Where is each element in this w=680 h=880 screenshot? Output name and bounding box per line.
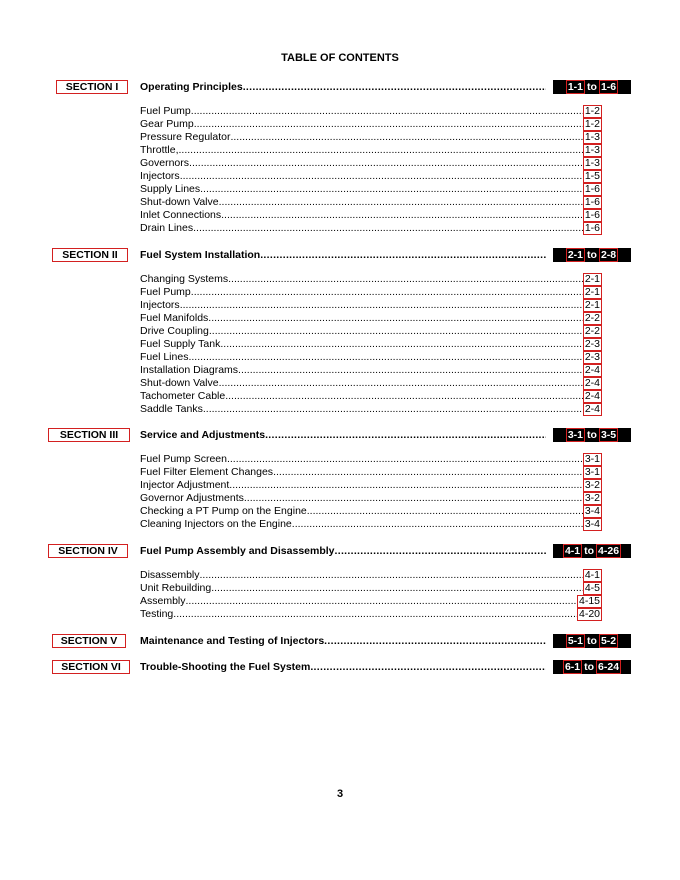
entry-page-link[interactable]: 3-1 (584, 453, 600, 465)
entry-label: Governor Adjustments (140, 492, 244, 504)
leader-dots (219, 196, 583, 209)
entry-page-link[interactable]: 2-4 (584, 403, 600, 415)
entry-label: Fuel Manifolds (140, 312, 209, 324)
entry-label: Fuel Filter Element Changes (140, 466, 274, 478)
leader-dots (310, 661, 546, 673)
toc-entry[interactable] (140, 131, 602, 144)
entry-page-link[interactable]: 1-2 (584, 118, 600, 130)
entry-label: Fuel Pump Screen (140, 453, 227, 465)
section-label[interactable]: SECTION II (52, 248, 128, 262)
section-label[interactable]: SECTION III (48, 428, 130, 442)
entry-page-link[interactable]: 2-3 (584, 351, 600, 363)
leader-dots (180, 170, 583, 183)
leader-dots (219, 377, 583, 390)
toc-entry[interactable] (140, 338, 602, 351)
section-page-range (553, 544, 631, 558)
leader-dots (179, 144, 583, 157)
entry-label: Supply Lines (140, 183, 201, 195)
entry-page-link[interactable]: 1-6 (584, 196, 600, 208)
section-title-text: Fuel System Installation (140, 249, 261, 261)
entry-page-link[interactable]: 2-2 (584, 312, 600, 324)
leader-dots (265, 429, 546, 441)
entry-label: Gear Pump (140, 118, 194, 130)
toc-entry[interactable] (140, 453, 602, 466)
leader-dots (273, 466, 583, 479)
toc-entry[interactable] (140, 312, 602, 325)
leader-dots (225, 390, 583, 403)
toc-entry[interactable] (140, 377, 602, 390)
toc-entry[interactable] (140, 403, 602, 416)
toc-entry[interactable] (140, 595, 602, 608)
toc-entry[interactable] (140, 118, 602, 131)
toc-entry[interactable] (140, 492, 602, 505)
section-title-text: Fuel Pump Assembly and Disassembly (140, 545, 335, 557)
entry-label: Shut-down Valve (140, 196, 219, 208)
entry-page-link[interactable]: 3-1 (584, 466, 600, 478)
start-page-link[interactable]: 6-1 (564, 661, 581, 673)
section-title[interactable] (140, 249, 546, 261)
entry-label: Drain Lines (140, 222, 194, 234)
section-label[interactable]: SECTION I (56, 80, 128, 94)
section-label[interactable]: SECTION IV (48, 544, 128, 558)
start-page-link[interactable]: 3-1 (567, 429, 584, 441)
entry-label: Changing Systems (140, 273, 229, 285)
section-title-text: Maintenance and Testing of Injectors (140, 635, 325, 647)
entry-page-link[interactable]: 4-1 (584, 569, 600, 581)
leader-dots (189, 157, 583, 170)
leader-dots (335, 545, 546, 557)
to-word: to (584, 661, 595, 673)
section-label[interactable]: SECTION V (52, 634, 126, 648)
toc-entry[interactable] (140, 608, 602, 621)
leader-dots (307, 505, 583, 518)
section-title[interactable] (140, 429, 546, 441)
toc-entry[interactable] (140, 196, 602, 209)
toc-entry[interactable] (140, 364, 602, 377)
entry-label: Injectors (140, 170, 180, 182)
end-page-link[interactable]: 6-24 (598, 661, 620, 673)
start-page-link[interactable]: 2-1 (567, 249, 584, 261)
section-title[interactable] (140, 661, 546, 673)
section-5-header (0, 634, 680, 650)
start-page-link[interactable]: 4-1 (564, 545, 581, 557)
section-page-range (553, 634, 631, 648)
toc-entry[interactable] (140, 505, 602, 518)
leader-dots (200, 183, 583, 196)
toc-entry[interactable] (140, 157, 602, 170)
entry-page-link[interactable]: 1-2 (584, 105, 600, 117)
entry-page-link[interactable]: 4-15 (578, 595, 600, 607)
toc-entry[interactable] (140, 286, 602, 299)
end-page-link[interactable]: 1-6 (600, 81, 617, 93)
entry-page-link[interactable]: 2-2 (584, 325, 600, 337)
page-title: TABLE OF CONTENTS (281, 52, 399, 64)
entry-page-link[interactable]: 1-3 (584, 131, 600, 143)
leader-dots (292, 518, 583, 531)
section-6-header (0, 660, 680, 676)
leader-dots (194, 118, 583, 131)
entry-page-link[interactable]: 3-4 (584, 505, 600, 517)
entry-page-link[interactable]: 3-2 (584, 479, 600, 491)
toc-entry[interactable] (140, 569, 602, 582)
section-page-range (553, 428, 631, 442)
section-label[interactable]: SECTION VI (52, 660, 130, 674)
entry-page-link[interactable]: 1-6 (584, 209, 600, 221)
section-title[interactable] (140, 635, 546, 647)
entry-label: Testing (140, 608, 174, 620)
to-word: to (587, 249, 597, 261)
leader-dots (188, 351, 582, 364)
entry-page-link[interactable]: 2-4 (584, 364, 600, 376)
toc-entry[interactable] (140, 105, 602, 118)
toc-entry[interactable] (140, 299, 602, 312)
leader-dots (173, 608, 577, 621)
entry-label: Inlet Connections (140, 209, 222, 221)
leader-dots (243, 81, 546, 93)
to-word: to (584, 545, 595, 557)
section-4-header (0, 544, 680, 560)
entry-page-link[interactable]: 1-5 (584, 170, 600, 182)
entry-label: Saddle Tanks (140, 403, 203, 415)
leader-dots (221, 209, 583, 222)
entry-label: Throttle, (140, 144, 179, 156)
entry-label: Fuel Pump (140, 286, 191, 298)
entry-label: Tachometer Cable (140, 390, 226, 402)
toc-entry[interactable] (140, 273, 602, 286)
leader-dots (227, 453, 583, 466)
entry-label: Checking a PT Pump on the Engine (140, 505, 307, 517)
entry-label: Assembly (140, 595, 186, 607)
entry-page-link[interactable]: 1-6 (584, 183, 600, 195)
section-1-header (0, 80, 680, 96)
start-page-link[interactable]: 5-1 (567, 635, 584, 647)
start-page-link[interactable]: 1-1 (567, 81, 584, 93)
to-word: to (587, 635, 597, 647)
entry-page-link[interactable]: 4-20 (578, 608, 600, 620)
toc-entry[interactable] (140, 222, 602, 235)
entry-page-link[interactable]: 2-1 (584, 286, 600, 298)
section-title-text: Operating Principles (140, 81, 243, 93)
leader-dots (244, 492, 583, 505)
leader-dots (209, 325, 583, 338)
entry-page-link[interactable]: 4-5 (584, 582, 600, 594)
leader-dots (203, 403, 583, 416)
page-number: 3 (336, 788, 344, 800)
toc-entry[interactable] (140, 144, 602, 157)
leader-dots (208, 312, 583, 325)
toc-entry[interactable] (140, 390, 602, 403)
leader-dots (228, 273, 583, 286)
toc-entry[interactable] (140, 325, 602, 338)
entry-label: Injector Adjustment. (140, 479, 233, 491)
end-page-link[interactable]: 3-5 (600, 429, 617, 441)
entry-page-link[interactable]: 2-1 (584, 299, 600, 311)
leader-dots (191, 105, 583, 118)
end-page-link[interactable]: 4-26 (598, 545, 620, 557)
leader-dots (260, 249, 546, 261)
toc-entry[interactable] (140, 170, 602, 183)
entry-label: Cleaning Injectors on the Engine (140, 518, 292, 530)
entry-label: Fuel Supply Tank (140, 338, 221, 350)
entry-label: Governors (140, 157, 190, 169)
entry-label: Fuel Lines (140, 351, 189, 363)
entry-label: Disassembly (140, 569, 200, 581)
section-2-header (0, 248, 680, 264)
leader-dots (191, 286, 583, 299)
entry-page-link[interactable]: 1-3 (584, 144, 600, 156)
entry-label: Drive Coupling (140, 325, 209, 337)
section-title[interactable] (140, 81, 546, 93)
entry-label: Unit Rebuilding (140, 582, 212, 594)
entry-page-link[interactable]: 3-4 (584, 518, 600, 530)
section-title[interactable] (140, 545, 546, 557)
entry-label: Fuel Pump (140, 105, 191, 117)
toc-entry[interactable] (140, 518, 602, 531)
leader-dots (200, 569, 583, 582)
end-page-link[interactable]: 5-2 (600, 635, 617, 647)
leader-dots (211, 582, 583, 595)
leader-dots (193, 222, 583, 235)
leader-dots (220, 338, 582, 351)
entry-label: Injectors (140, 299, 180, 311)
end-page-link[interactable]: 2-8 (600, 249, 617, 261)
section-page-range (553, 660, 631, 674)
entry-page-link[interactable]: 2-4 (584, 377, 600, 389)
leader-dots (230, 131, 582, 144)
leader-dots (180, 299, 583, 312)
section-3-header (0, 428, 680, 444)
section-page-range (553, 248, 631, 262)
entry-label: Pressure Regulator (140, 131, 231, 143)
entry-page-link[interactable]: 2-3 (584, 338, 600, 350)
leader-dots (238, 364, 583, 377)
toc-entry[interactable] (140, 582, 602, 595)
entry-page-link[interactable]: 1-6 (584, 222, 600, 234)
toc-entry[interactable] (140, 351, 602, 364)
entry-label: Shut-down Valve (140, 377, 219, 389)
toc-entry[interactable] (140, 466, 602, 479)
to-word: to (587, 429, 597, 441)
entry-page-link[interactable]: 2-4 (584, 390, 600, 402)
section-title-text: Trouble-Shooting the Fuel System (140, 661, 311, 673)
toc-entry[interactable] (140, 183, 602, 196)
leader-dots (186, 595, 577, 608)
entry-page-link[interactable]: 3-2 (584, 492, 600, 504)
entry-page-link[interactable]: 2-1 (584, 273, 600, 285)
section-page-range (553, 80, 631, 94)
entry-label: Installation Diagrams (140, 364, 239, 376)
section-title-text: Service and Adjustments (140, 429, 266, 441)
leader-dots (232, 479, 583, 492)
to-word: to (587, 81, 597, 93)
toc-entry[interactable] (140, 479, 602, 492)
entry-page-link[interactable]: 1-3 (584, 157, 600, 169)
leader-dots (324, 635, 546, 647)
toc-entry[interactable] (140, 209, 602, 222)
